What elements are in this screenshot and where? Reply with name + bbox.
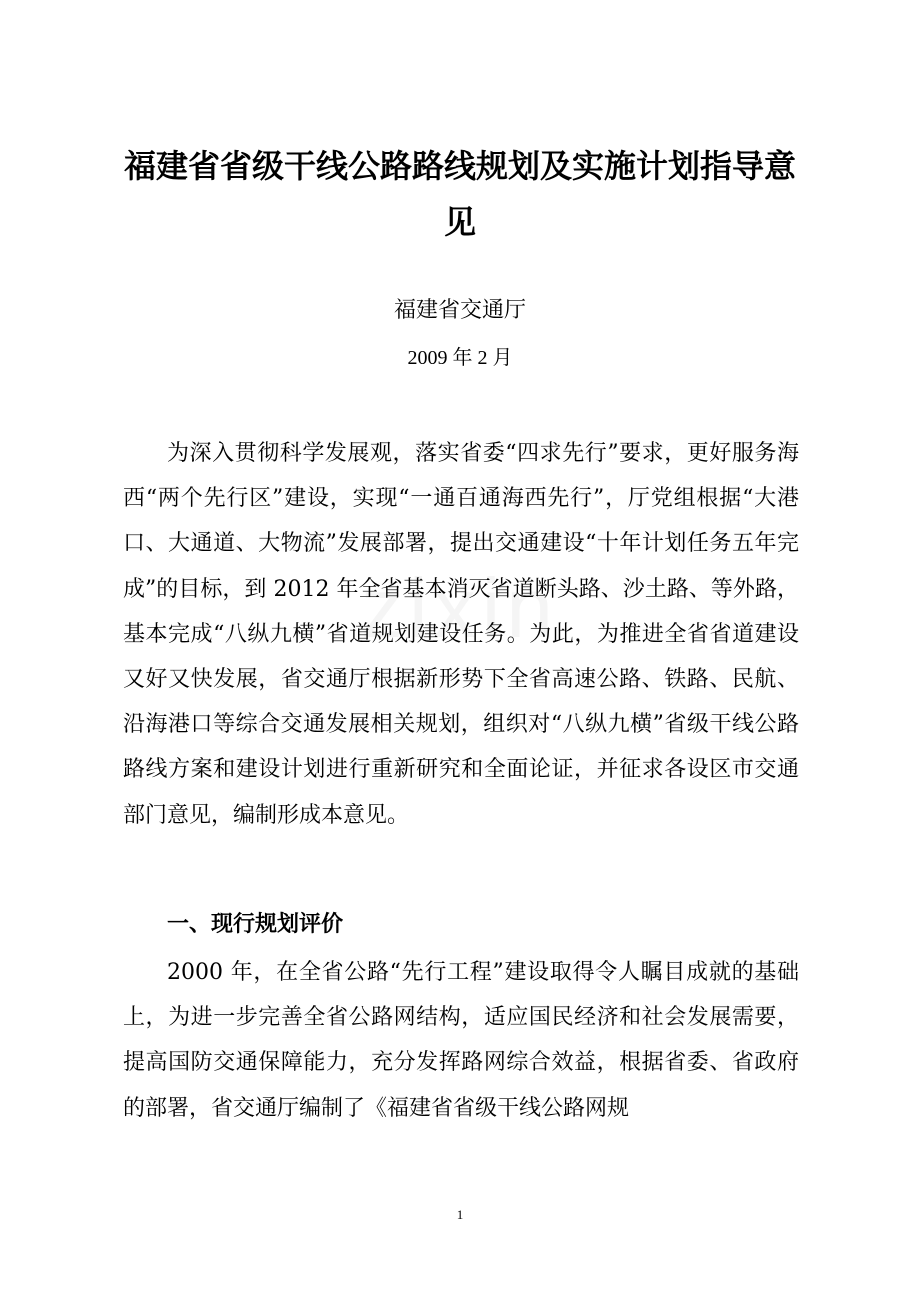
intro-paragraph: 为深入贯彻科学发展观，落实省委“四求先行”要求，更好服务海西“两个先行区”建设，实现“一通百通海西先行”，厅党组根据“大港口、大通道、大物流”发展部署，提出交通建设“十年计划任务五年完成”的目标，到 2012 年全省基本消灭省道断头路、沙土路、等外路，基本完成“八纵九横”省道规划建设任务。为此，为推进全省省道建设又好又快发展，省交通厅根据新形势下全省高速公路、铁路、民航、沿海港口等综合交通发展相关规划，组织对“八纵九横”省级干线公路路线方案和建设计划进行重新研究和全面论证，并征求各设区市交通部门意见，编制形成本意见。: [123, 441, 799, 828]
document-date: 2009 年 2 月: [407, 347, 513, 369]
document-title: 福建省省级干线公路路线规划及实施计划指导意见: [123, 147, 796, 241]
watermark: zixin: [360, 561, 560, 655]
section-paragraph: 2000 年，在全省公路“先行工程”建设取得令人瞩目成就的基础上，为进一步完善全省公路网结构，适应国民经济和社会发展需要，提高国防交通保障能力，充分发挥路网综合效益，根据省委、省政府的部署，省交通厅编制了《福建省省级干线公路网规: [123, 960, 799, 1121]
document-author: 福建省交通厅: [393, 298, 526, 323]
section-heading: 一、现行规划评价: [167, 911, 344, 937]
page-number: 1: [456, 1207, 464, 1222]
